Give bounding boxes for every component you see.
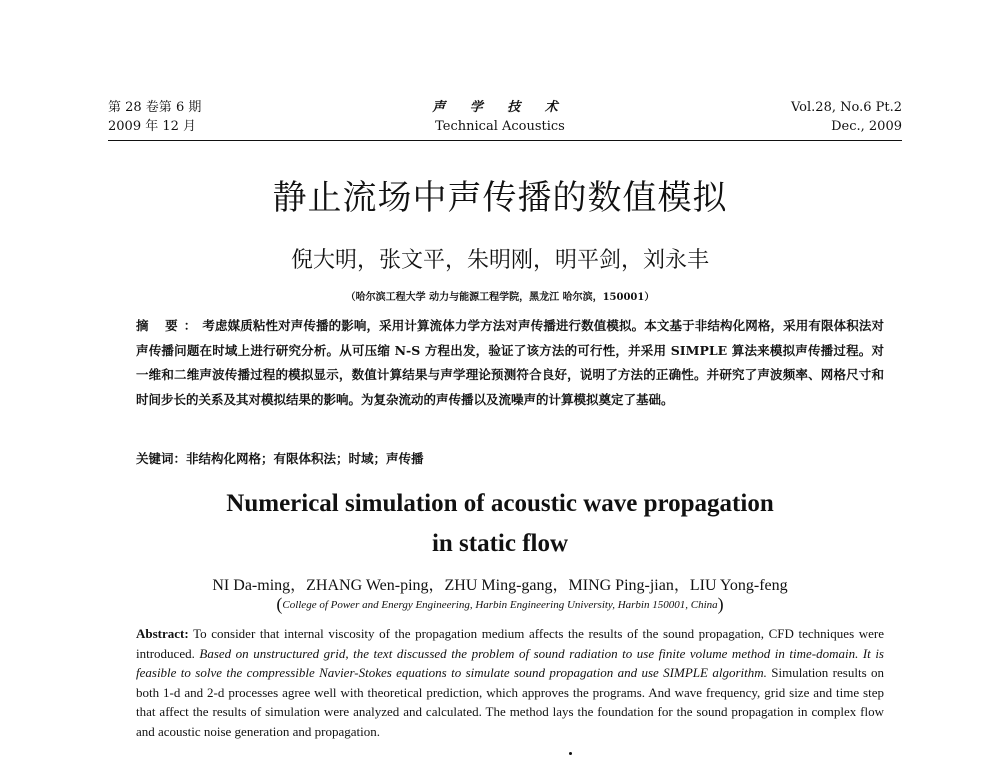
header-rule bbox=[108, 140, 902, 141]
abstract-zh bbox=[136, 314, 884, 412]
volume-issue-zh: 第 28 卷第 6 期 bbox=[108, 100, 202, 115]
paper-title-en-line2: in static flow bbox=[431, 530, 569, 557]
keywords-zh-text: 非结构化网格；有限体积法；时域；声传播 bbox=[186, 451, 424, 466]
paper-title-zh: 静止流场中声传播的数值模拟 bbox=[272, 178, 728, 218]
abstract-zh-text: 考虑媒质粘性对声传播的影响，采用计算流体力学方法对声传播进行数值模拟。本文基于非结构化网格，采用有限体积法对声传播问题在时域上进行研究分析。从可压缩 N-S 方程出发，验证了该方法的可行性，并采用 SIMPLE 算法来模拟声传播过程。对一维和二维声波传播过程的模拟显示，数值计算结果与声学理论预测符合良好，说明了方法的正确性。并研究了声波频率、网格尺寸和时间步长的关系及其对模拟结果的影响。为复杂流动的声传播以及流噪声的计算模拟奠定了基础。 bbox=[136, 318, 884, 407]
abstract-en-part3: Simulation results on both 1-d and 2-d processes agree well with theoretical prediction, which approves the programs. And wave frequency, grid size and time step that affect the results of simulation were analyzed and calculated. The method lays the foundation for the sound propagation in complex flow and acoustic noise generation and propagation. bbox=[136, 665, 884, 739]
keywords-zh bbox=[136, 448, 884, 470]
affiliation-en-text: College of Power and Energy Engineering, Harbin Engineering University, Harbin 150001, China bbox=[282, 599, 718, 611]
header-right bbox=[791, 98, 902, 136]
affiliation-zh: （哈尔滨工程大学 动力与能源工程学院，黑龙江 哈尔滨，150001） bbox=[345, 292, 655, 303]
date-zh: 2009 年 12 月 bbox=[108, 119, 197, 134]
journal-name-en: Technical Acoustics bbox=[435, 119, 565, 134]
abstract-zh-label: 摘 要： bbox=[136, 318, 203, 333]
abstract-en-part2: Based on unstructured grid, the text discussed the problem of sound radiation to use finite volume method in time-domain. It is feasible to solve the compressible Navier-Stokes equations to simulate sound propagation and use SIMPLE algorithm. bbox=[136, 645, 884, 680]
abstract-en-part1: To consider that internal viscosity of the propagation medium affects the results of the sound propagation, CFD techniques were introduced. bbox=[136, 626, 884, 661]
affiliation-en: (College of Power and Energy Engineering, Harbin Engineering University, Harbin 150001, China) bbox=[276, 594, 724, 614]
authors-en: NI Da-ming，ZHANG Wen-ping，ZHU Ming-gang，MING Ping-jian，LIU Yong-feng bbox=[212, 577, 788, 594]
journal-name-zh: 声 学 技 术 bbox=[432, 100, 568, 115]
date-en: Dec., 2009 bbox=[831, 119, 902, 134]
header-center bbox=[390, 98, 610, 136]
keywords-zh-label: 关键词： bbox=[136, 451, 187, 466]
volume-issue-en: Vol.28, No.6 Pt.2 bbox=[790, 100, 902, 115]
header-left bbox=[108, 98, 201, 136]
page-dot-mark bbox=[569, 752, 572, 755]
authors-zh: 倪大明，张文平，朱明刚，明平剑，刘永丰 bbox=[290, 248, 709, 273]
paper-title-en-line1: Numerical simulation of acoustic wave propagation bbox=[226, 490, 774, 517]
abstract-en-label: Abstract: bbox=[136, 626, 189, 641]
abstract-en bbox=[136, 624, 884, 741]
paper-title-en bbox=[0, 484, 1000, 564]
